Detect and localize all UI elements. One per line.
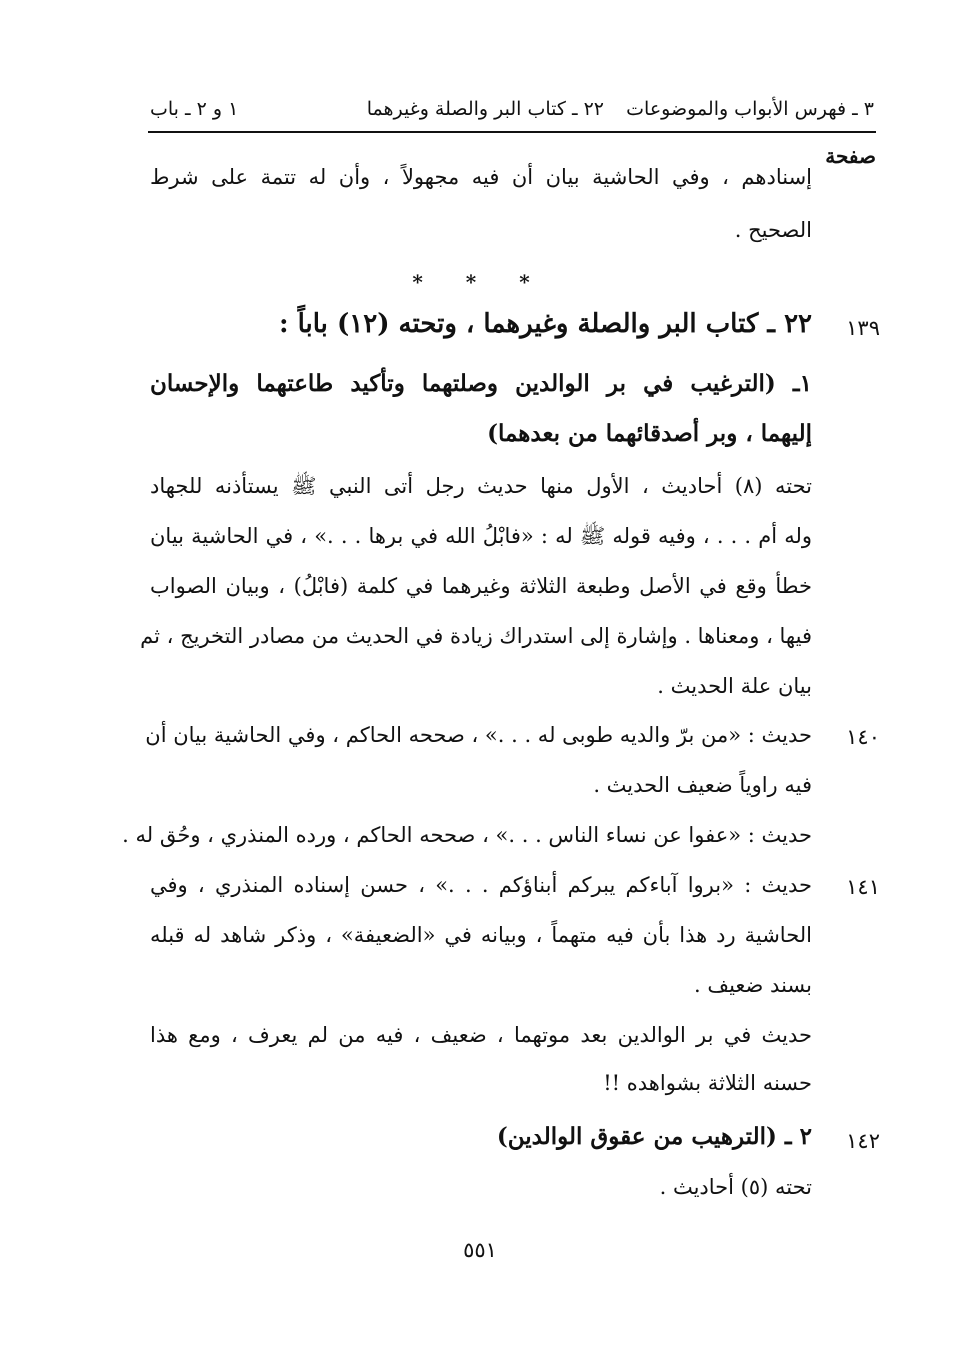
entry-number: ١٣٩: [846, 316, 880, 340]
header-book-title: ٢٢ ـ كتاب البر والصلة وغيرهما: [366, 98, 604, 120]
entry-number: ١٤٢: [846, 1129, 880, 1153]
text-line: إسنادهم ، وفي الحاشية بيان أن فيه مجهولاً ، وأن له تتمة على شرط: [150, 165, 812, 189]
text-line: فيه راوياً ضعيف الحديث .: [593, 773, 812, 797]
chapter-heading: ٢ ـ (الترهيب من عقوق الوالدين): [496, 1123, 812, 1150]
chapter-heading: ١ـ (الترغيب في بر الوالدين وصلتهما وتأكيد طاعتهما والإحسان: [150, 370, 812, 397]
text-line: تحته (٨) أحاديث ، الأول منها حديث رجل أتى النبي ﷺ يستأذنه للجهاد: [150, 474, 812, 498]
text-line: حسنه الثلاثة بشواهده !!: [603, 1071, 812, 1095]
section-separator-stars: * * *: [412, 270, 548, 294]
text-line: بسند ضعيف .: [693, 973, 812, 997]
text-line: الحاشية رد هذا بأن فيه متهماً ، وبيانه في «الضعيفة» ، وذكر شاهد له قبله: [150, 923, 812, 947]
text-line: حديث : «عفوا عن نساء الناس . . .» ، صححه الحاكم ، ورده المنذري ، وحُق له .: [122, 823, 812, 847]
chapter-heading-continued: إليهما ، وبر أصدقائهما من بعدهما): [487, 420, 812, 447]
text-line: تحته (٥) أحاديث .: [659, 1175, 812, 1199]
text-line: حديث : «من برّ والديه طوبى له . . .» ، صححه الحاكم ، وفي الحاشية بيان أن: [145, 723, 812, 747]
header-section-title: ٣ ـ فهرس الأبواب والموضوعات: [626, 98, 874, 120]
text-line: حديث في بر الوالدين بعد موتهما ، ضعيف ، فيه من لم يعرف ، ومع هذا: [150, 1023, 813, 1047]
header-chapter-range: ١ و ٢ ـ باب: [150, 98, 239, 120]
page-column-label: صفحة: [825, 144, 876, 168]
entry-number: ١٤١: [846, 875, 880, 899]
book-heading: ٢٢ ـ كتاب البر والصلة وغيرهما ، وتحته (١٢) باباً :: [278, 309, 812, 339]
page-number: ٥٥١: [463, 1238, 497, 1262]
text-line: فيها ، ومعناها . وإشارة إلى استدراك زيادة في الحديث من مصادر التخريج ، ثم: [140, 624, 812, 648]
text-line: وله أم . . . ، وفيه قوله ﷺ له : «فابْلُ الله في برها . . .» ، في الحاشية بيان: [150, 524, 812, 548]
text-line: بيان علة الحديث .: [657, 674, 812, 698]
text-line: خطأ وقع في الأصل وطبعة الثلاثة وغيرهما في كلمة (فابْلُ) ، وبيان الصواب: [150, 574, 812, 598]
header-rule: [148, 131, 876, 133]
text-line: الصحيح .: [734, 218, 812, 242]
entry-number: ١٤٠: [846, 725, 880, 749]
text-line: حديث : «بروا آباءكم يبركم أبناؤكم . . .» ، حسن إسناده المنذري ، وفي: [150, 873, 812, 897]
